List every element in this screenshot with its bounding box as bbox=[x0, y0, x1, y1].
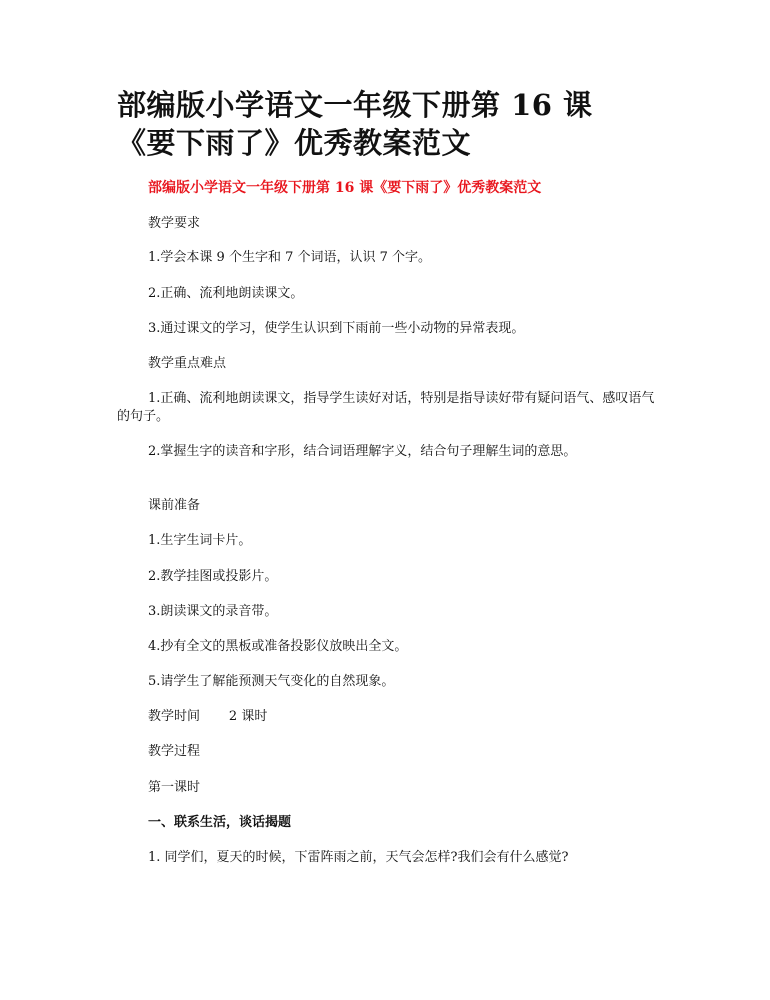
paragraph: 1.正确、流利地朗读课文，指导学生读好对话，特别是指导读好带有疑问语气、感叹语气的句子。 bbox=[117, 391, 655, 424]
section-heading: 一、联系生活，谈话揭题 bbox=[148, 815, 292, 830]
paragraph: 1.生字生词卡片。 bbox=[148, 533, 252, 548]
paragraph: 3.朗读课文的录音带。 bbox=[148, 604, 278, 619]
title-line-1: 部编版小学语文一年级下册第 16 课 bbox=[117, 88, 593, 122]
heading-key-difficulties: 教学重点难点 bbox=[148, 356, 227, 371]
title-line-2: 《要下雨了》优秀教案范文 bbox=[117, 126, 472, 160]
heading-preparation: 课前准备 bbox=[148, 498, 201, 513]
paragraph: 2.掌握生字的读音和字形，结合词语理解字义，结合句子理解生词的意思。 bbox=[148, 444, 577, 459]
heading-teaching-time: 教学时间 2 课时 bbox=[148, 709, 268, 724]
paragraph: 3.通过课文的学习，使学生认识到下雨前一些小动物的异常表现。 bbox=[148, 321, 525, 336]
heading-first-lesson: 第一课时 bbox=[148, 780, 201, 795]
heading-teaching-requirements: 教学要求 bbox=[148, 216, 201, 231]
document-subtitle: 部编版小学语文一年级下册第 16 课《要下雨了》优秀教案范文 bbox=[148, 180, 542, 196]
paragraph: 1.学会本课 9 个生字和 7 个词语，认识 7 个字。 bbox=[148, 250, 432, 265]
paragraph: 2.正确、流利地朗读课文。 bbox=[148, 286, 304, 301]
paragraph: 5.请学生了解能预测天气变化的自然现象。 bbox=[148, 674, 395, 689]
paragraph: 4.抄有全文的黑板或准备投影仪放映出全文。 bbox=[148, 639, 408, 654]
paragraph: 2.教学挂图或投影片。 bbox=[148, 569, 278, 584]
paragraph: 1. 同学们，夏天的时候，下雷阵雨之前，天气会怎样?我们会有什么感觉? bbox=[148, 850, 569, 865]
document-title bbox=[117, 86, 593, 162]
heading-teaching-process: 教学过程 bbox=[148, 744, 201, 759]
